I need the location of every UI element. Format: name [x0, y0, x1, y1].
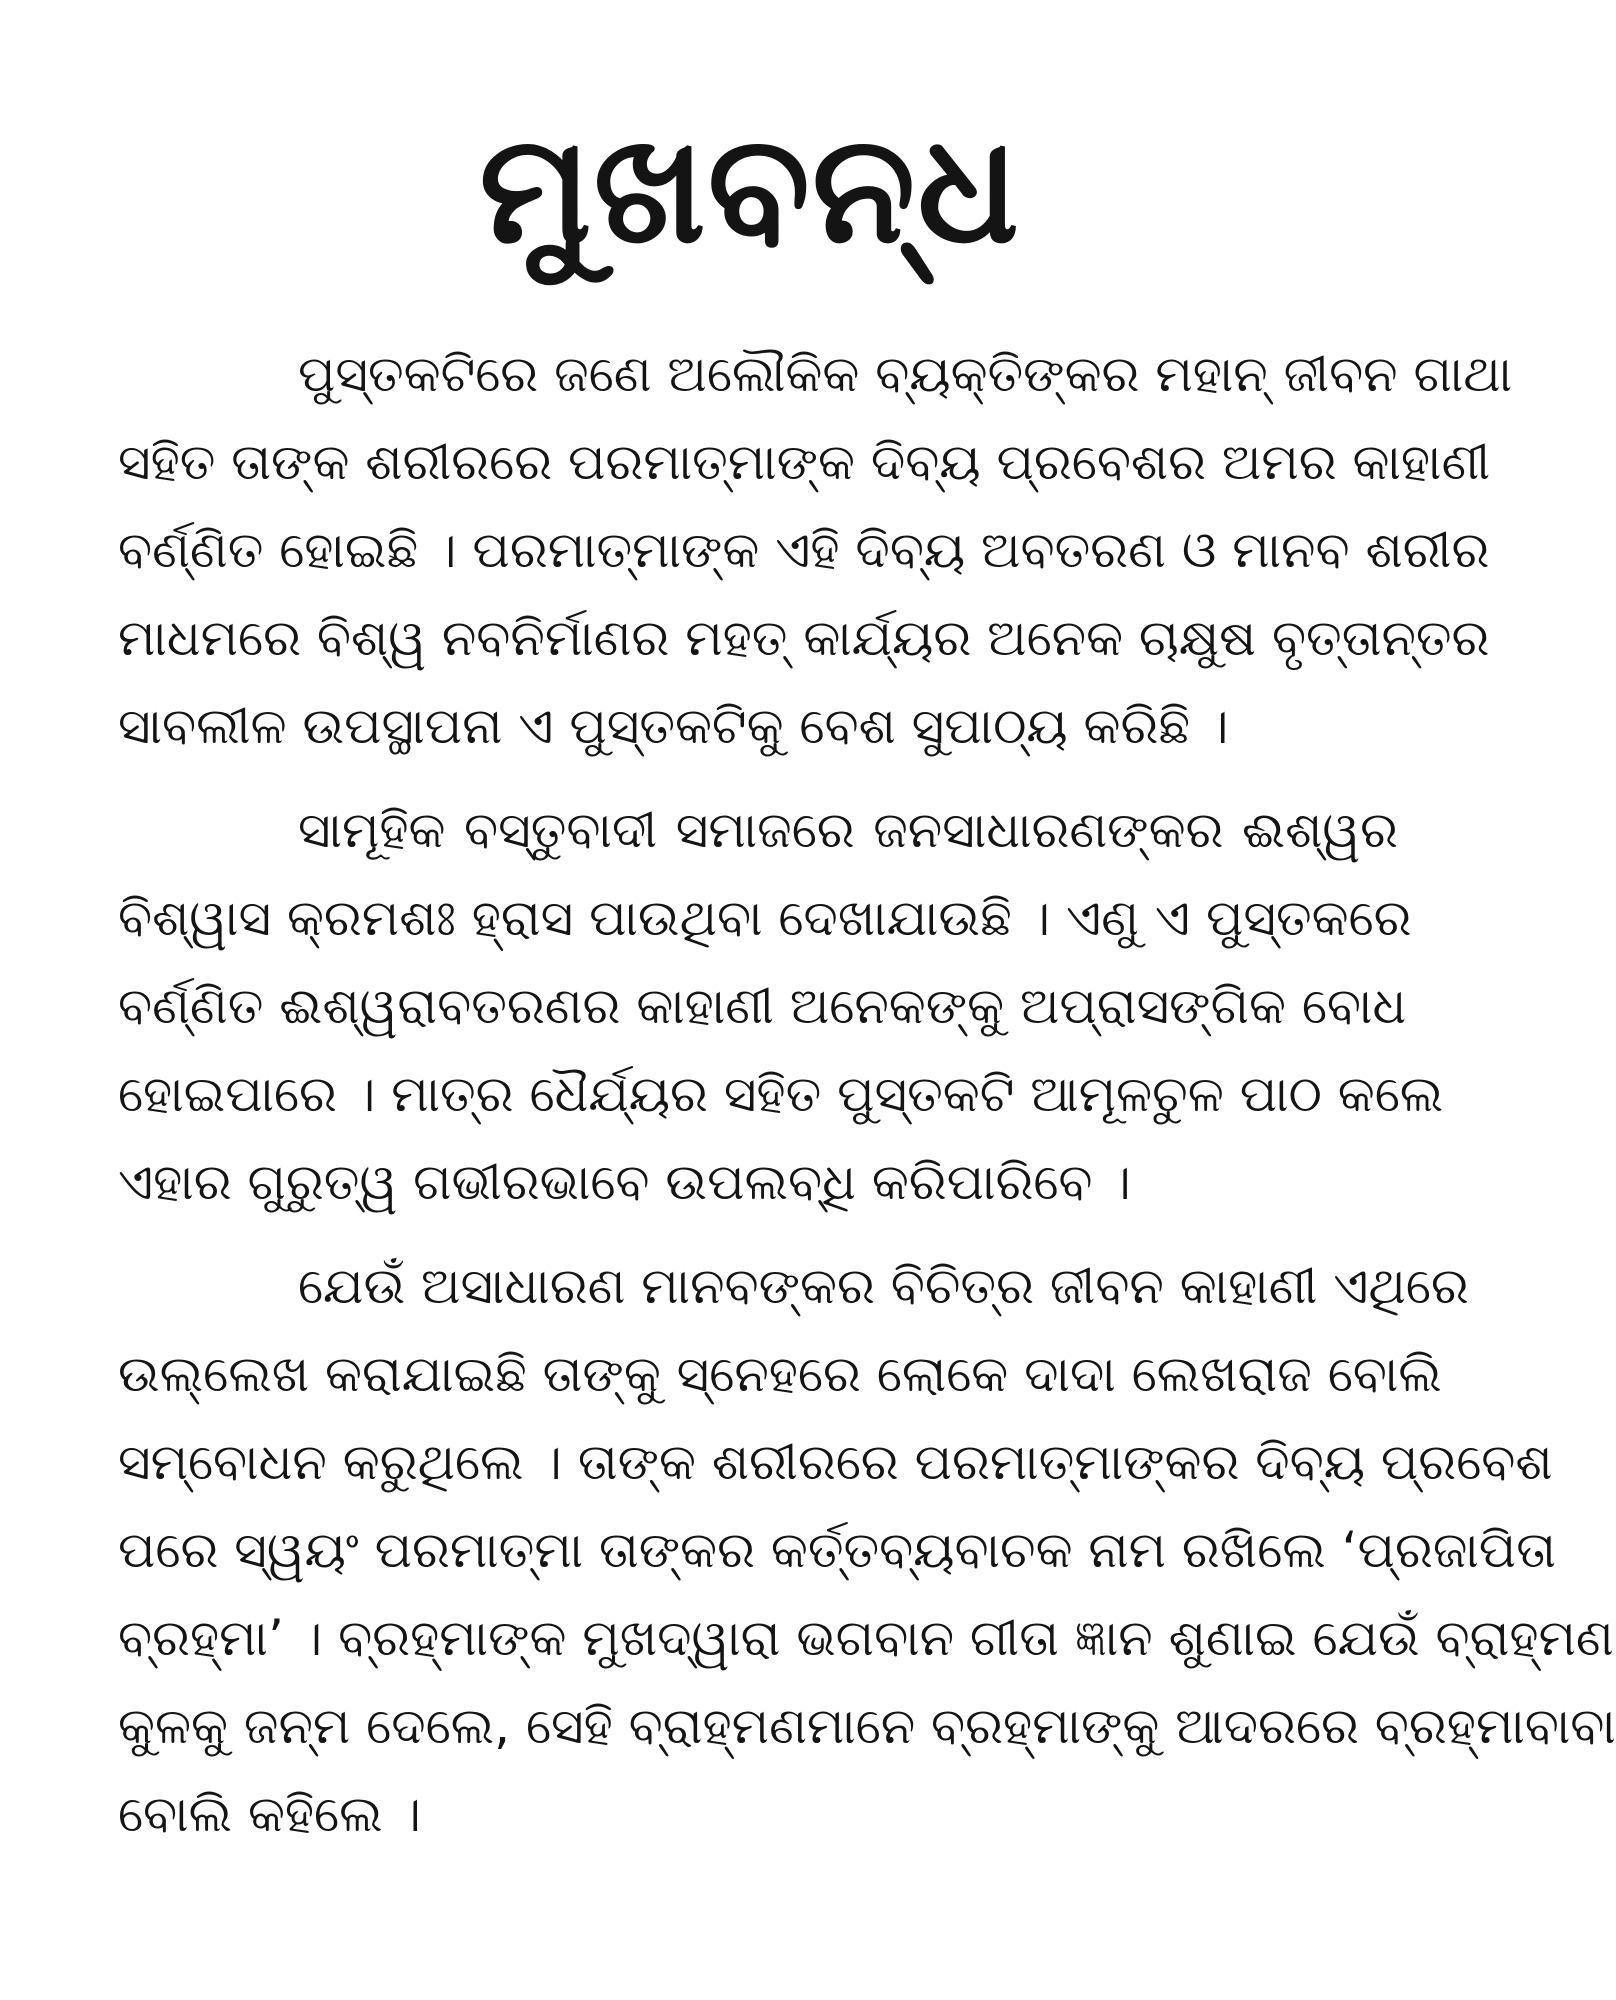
paragraph-line: ଉଲ୍ଲେଖ କରାଯାଇଛି ତାଙ୍କୁ ସ୍ନେହରେ ଲୋକେ ଦାଦା ଲେଖରାଜ ବୋଲି — [118, 1345, 1442, 1403]
paragraph-line: ପରେ ସ୍ୱୟଂ ପରମାତ୍ମା ତାଙ୍କର କର୍ତ୍ତବ୍ୟବାଚକ ନାମ ରଖିଲେ ‘ପ୍ରଜାପିତା — [118, 1521, 1556, 1579]
paragraph-line: ହୋଇପାରେ । ମାତ୍ର ଧୈର୍ଯ୍ୟର ସହିତ ପୁସ୍ତକଟି ଆମୂଳଚୁଳ ପାଠ କଲେ — [118, 1065, 1444, 1123]
paragraph-1 — [118, 330, 1513, 770]
paragraph-line: ବିଶ୍ୱାସ କ୍ରମଶଃ ହ୍ରାସ ପାଉଥିବା ଦେଖାଯାଉଛି । ଏଣୁ ଏ ପୁସ୍ତକରେ — [118, 889, 1412, 947]
paragraph-line: ବ୍ରହ୍ମା’ । ବ୍ରହ୍ମାଙ୍କ ମୁଖଦ୍ୱାରା ଭଗବାନ ଗୀତା ଜ୍ଞାନ ଶୁଣାଇ ଯେଉଁ ବ୍ରାହ୍ମଣ — [118, 1609, 1614, 1667]
paragraph-line: ସାମୂହିକ ବସ୍ତୁବାଦୀ ସମାଜରେ ଜନସାଧାରଣଙ୍କର ଈଶ୍ୱର — [298, 801, 1398, 859]
paragraph-line: ସହିତ ତାଙ୍କ ଶରୀରରେ ପରମାତ୍ମାଙ୍କ ଦିବ୍ୟ ପ୍ରବେଶର ଅମର କାହାଣୀ — [118, 433, 1491, 491]
paragraph-line: ପୁସ୍ତକଟିରେ ଜଣେ ଅଲୌକିକ ବ୍ୟକ୍ତିଙ୍କର ମହାନ୍ ଜୀବନ ଗାଥା — [298, 345, 1513, 403]
paragraph-line: ବର୍ଣ୍ଣିତ ହୋଇଛି । ପରମାତ୍ମାଙ୍କ ଏହି ଦିବ୍ୟ ଅବତରଣ ଓ ମାନବ ଶରୀର — [118, 521, 1490, 579]
paragraph-line: ମାଧମରେ ବିଶ୍ୱ ନବନିର୍ମାଣର ମହତ୍ କାର୍ଯ୍ୟର ଅନେକ ଚାକ୍ଷୁଷ ବୃତ୍ତାନ୍ତର — [118, 609, 1490, 667]
paragraph-line: କୁଳକୁ ଜନ୍ମ ଦେଲେ, ସେହି ବ୍ରାହ୍ମଣମାନେ ବ୍ରହ୍ମାଙ୍କୁ ଆଦରରେ ବ୍ରହ୍ମାବାବା — [118, 1697, 1616, 1755]
paragraph-line: ସମ୍ବୋଧନ କରୁଥିଲେ । ତାଙ୍କ ଶରୀରରେ ପରମାତ୍ମାଙ୍କର ଦିବ୍ୟ ପ୍ରବେଶ — [118, 1433, 1553, 1491]
paragraph-line: ଏହାର ଗୁରୁତ୍ୱ ଗଭୀରଭାବେ ଉପଲବ୍ଧି କରିପାରିବେ । — [118, 1153, 1131, 1211]
page-title: ମୁଖବନ୍ଧ — [479, 103, 1021, 277]
paragraph-line: ବୋଲି କହିଲେ । — [118, 1785, 421, 1843]
paragraph-2 — [118, 786, 1444, 1226]
paragraph-3 — [118, 1242, 1616, 1858]
paragraph-line: ଯେଉଁ ଅସାଧାରଣ ମାନବଙ୍କର ବିଚିତ୍ର ଜୀବନ କାହାଣୀ ଏଥିରେ — [298, 1257, 1469, 1315]
document-body — [118, 330, 1616, 1874]
paragraph-line: ବର୍ଣ୍ଣିତ ଈଶ୍ୱରାବତରଣର କାହାଣୀ ଅନେକଙ୍କୁ ଅପ୍ରାସଙ୍ଗିକ ବୋଧ — [118, 977, 1407, 1035]
paragraph-line: ସାବଲୀଳ ଉପସ୍ଥାପନା ଏ ପୁସ୍ତକଟିକୁ ବେଶ ସୁପାଠ୍ୟ କରିଛି । — [118, 697, 1229, 755]
